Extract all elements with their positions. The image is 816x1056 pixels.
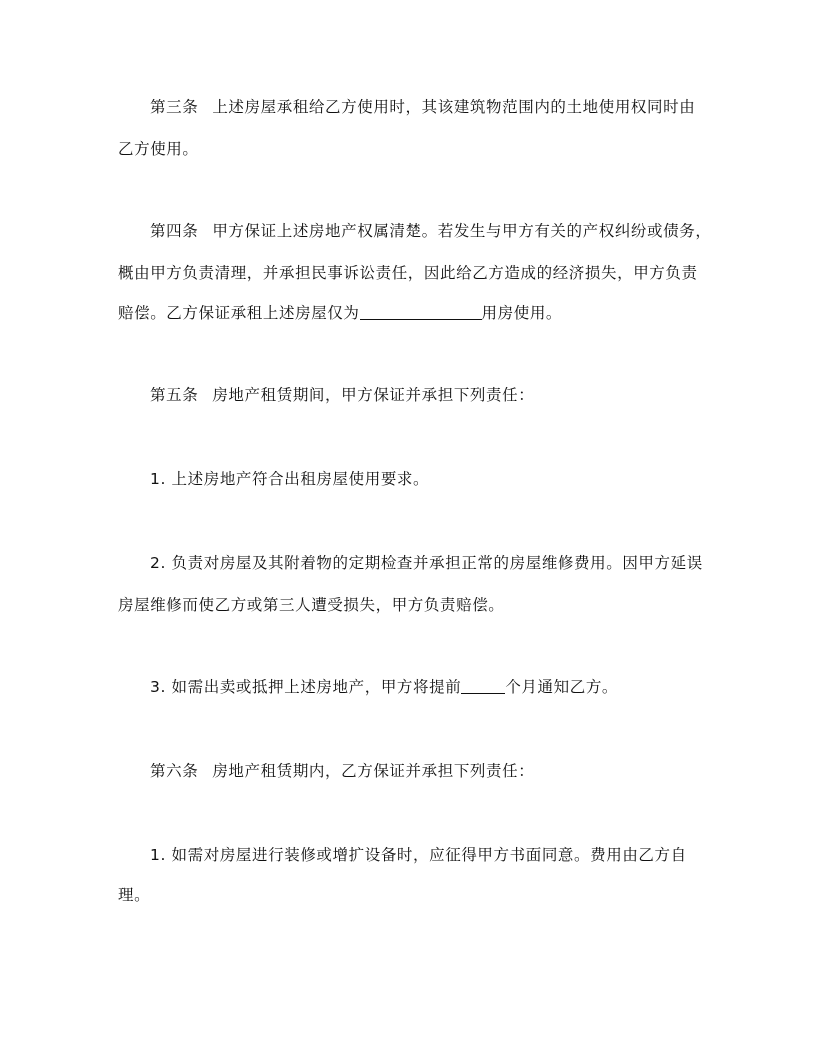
article-5-heading (150, 385, 534, 405)
article-4-text-1: 甲方保证上述房地产权属清楚。若发生与甲方有关的产权纠纷或债务， (212, 222, 712, 240)
article-3-line-1 (150, 97, 695, 117)
article-4-line-3 (118, 303, 562, 323)
article-3-number: 第三条 (150, 98, 199, 116)
article-5-item-2-line-2: 房屋维修而使乙方或第三人遭受损失，甲方负责赔偿。 (118, 596, 505, 614)
article-4-number: 第四条 (150, 222, 199, 240)
article-6-number: 第六条 (150, 762, 199, 780)
article-4-text-3-before: 赔偿。乙方保证承租上述房屋仅为 (118, 304, 360, 322)
article-3-text-1: 上述房屋承租给乙方使用时，其该建筑物范围内的土地使用权同时由 (212, 98, 696, 116)
article-5-number: 第五条 (150, 386, 199, 404)
article-5-item-1: 1. 上述房地产符合出租房屋使用要求。 (150, 470, 430, 488)
article-4-text-3-after: 用房使用。 (481, 304, 563, 322)
usage-blank[interactable] (360, 305, 482, 320)
article-5-item-2-line-1: 2. 负责对房屋及其附着物的定期检查并承担正常的房屋维修费用。因甲方延误 (150, 554, 703, 572)
article-5-item-3-after: 个月通知乙方。 (505, 678, 619, 696)
article-6-item-1-line-2: 理。 (118, 886, 151, 904)
article-4-line-2: 概由甲方负责清理，并承担民事诉讼责任，因此给乙方造成的经济损失，甲方负责 (118, 264, 698, 282)
article-6-heading (150, 761, 534, 781)
article-4-line-1 (150, 221, 711, 241)
article-3-line-2: 乙方使用。 (118, 140, 199, 158)
article-5-heading-text: 房地产租赁期间，甲方保证并承担下列责任： (212, 386, 535, 404)
article-6-item-1-line-1: 1. 如需对房屋进行装修或增扩设备时，应征得甲方书面同意。费用由乙方自 (150, 846, 687, 864)
article-6-heading-text: 房地产租赁期内，乙方保证并承担下列责任： (212, 762, 535, 780)
notice-months-blank[interactable] (461, 679, 505, 694)
article-5-item-3 (150, 677, 618, 697)
article-5-item-3-before: 3. 如需出卖或抵押上述房地产，甲方将提前 (150, 678, 462, 696)
